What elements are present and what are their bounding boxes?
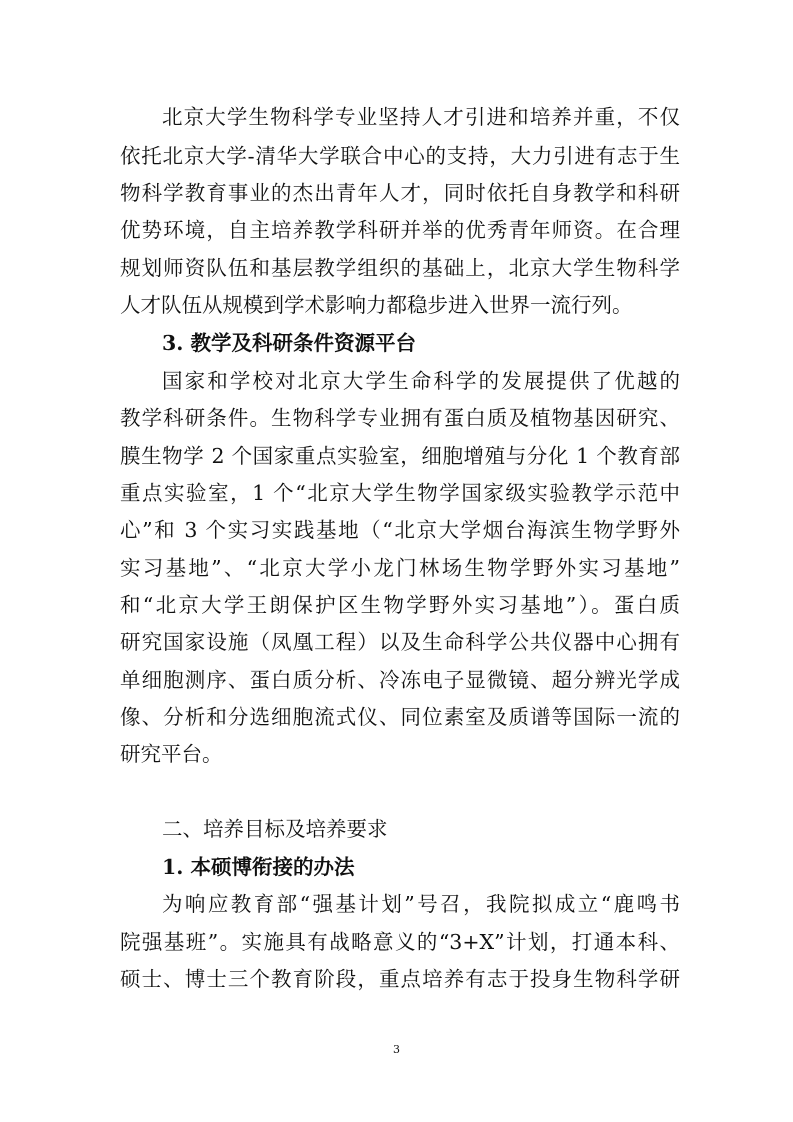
paragraph-2-line-11: 研究平台。 — [120, 742, 223, 766]
paragraph-2-line-2: 教学科研条件。生物科学专业拥有蛋白质及植物基因研究、 — [120, 406, 680, 430]
paragraph-2-line-8: 研究国家设施（凤凰工程）以及生命科学公共仪器中心拥有 — [120, 630, 680, 654]
paragraph-2-line-5: 心”和 3 个实习实践基地（“北京大学烟台海滨生物学野外 — [120, 518, 680, 542]
paragraph-1-line-6: 人才队伍从规模到学术影响力都稳步进入世界一流行列。 — [120, 293, 633, 317]
section-heading: 二、培养目标及培养要求 — [162, 817, 388, 841]
paragraph-3-line-1: 为响应教育部“强基计划”号召，我院拟成立“鹿鸣书 — [162, 892, 680, 916]
paragraph-1-line-5: 规划师资队伍和基层教学组织的基础上，北京大学生物科学 — [120, 256, 680, 280]
paragraph-3-line-3: 硕士、博士三个教育阶段，重点培养有志于投身生物科学研 — [120, 967, 680, 991]
paragraph-2-line-1: 国家和学校对北京大学生命科学的发展提供了优越的 — [162, 369, 680, 393]
paragraph-1-line-3: 物科学教育事业的杰出青年人才，同时依托自身教学和科研 — [120, 181, 680, 205]
paragraph-2-line-3: 膜生物学 2 个国家重点实验室，细胞增殖与分化 1 个教育部 — [120, 444, 680, 468]
paragraph-2-line-4: 重点实验室，1 个“北京大学生物学国家级实验教学示范中 — [120, 481, 680, 505]
paragraph-1-line-1: 北京大学生物科学专业坚持人才引进和培养并重，不仅 — [162, 105, 680, 129]
paragraph-1-line-2: 依托北京大学-清华大学联合中心的支持，大力引进有志于生 — [120, 144, 680, 168]
paragraph-2-line-7: 和“北京大学王朗保护区生物学野外实习基地”）。蛋白质 — [120, 593, 680, 617]
paragraph-3-line-2: 院强基班”。实施具有战略意义的“3+X”计划，打通本科、 — [120, 930, 680, 954]
paragraph-2-line-9: 单细胞测序、蛋白质分析、冷冻电子显微镜、超分辨光学成 — [120, 668, 680, 692]
paragraph-1-line-4: 优势环境，自主培养教学科研并举的优秀青年师资。在合理 — [120, 218, 680, 242]
page-number: 3 — [393, 1043, 400, 1056]
subsection-heading-3: 3. 教学及科研条件资源平台 — [162, 331, 417, 355]
paragraph-2-line-6: 实习基地”、“北京大学小龙门林场生物学野外实习基地” — [120, 556, 680, 580]
subsection-heading-1: 1. 本硕博衔接的办法 — [162, 855, 355, 879]
paragraph-2-line-10: 像、分析和分选细胞流式仪、同位素室及质谱等国际一流的 — [120, 705, 680, 729]
